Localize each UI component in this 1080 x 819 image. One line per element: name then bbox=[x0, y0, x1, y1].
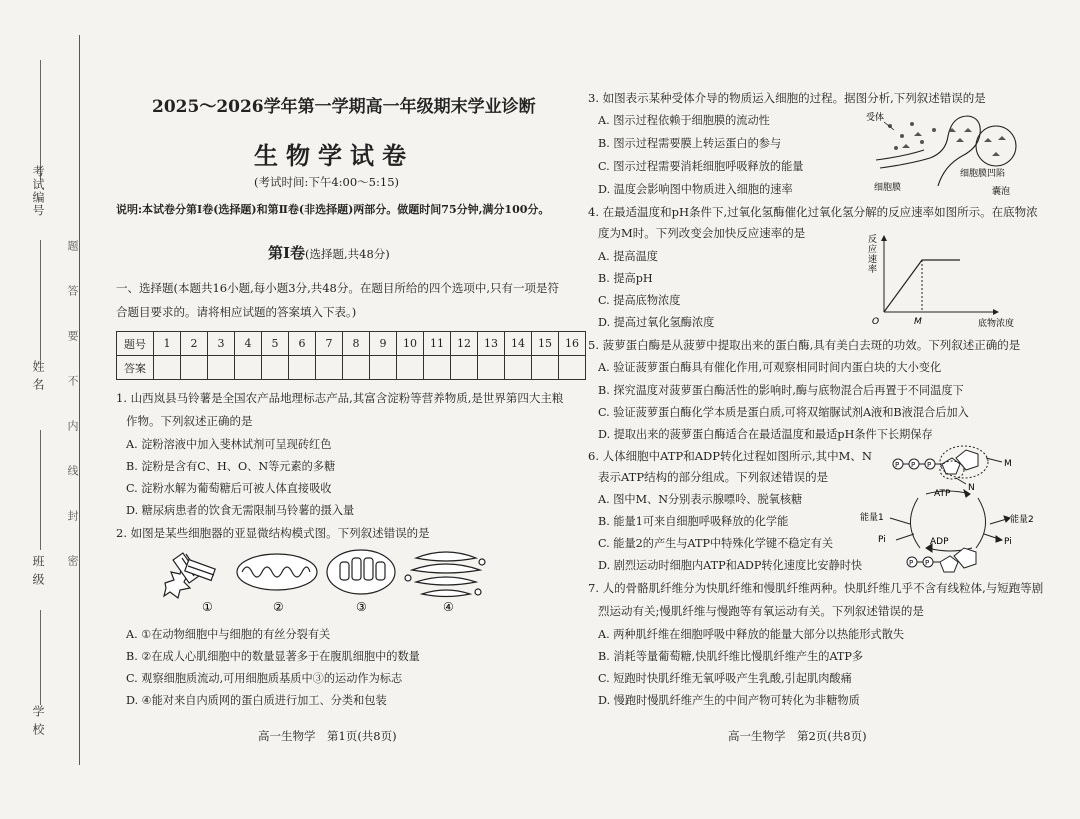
y-axis-arrow bbox=[881, 235, 887, 241]
origin-label: O bbox=[872, 317, 880, 327]
question-number-cell: 10 bbox=[397, 332, 424, 356]
q7-option-b: B. 消耗等量葡萄糖,快肌纤维比慢肌纤维产生的ATP多 bbox=[598, 650, 864, 663]
binding-line bbox=[79, 35, 80, 765]
part1-subtitle: (选择题,共48分) bbox=[305, 247, 390, 261]
question-number-cell: 15 bbox=[532, 332, 559, 356]
part1-instruction-2: 合题目要求的。请将相应试题的答案填入下表。) bbox=[116, 305, 357, 319]
part1-heading bbox=[268, 242, 390, 263]
vesicle-label: 囊泡 bbox=[992, 187, 1011, 196]
q4-stem-2: 度为M时。下列改变会加快反应速率的是 bbox=[598, 226, 806, 240]
answer-cell[interactable] bbox=[262, 356, 289, 380]
q1-stem-2: 作物。下列叙述正确的是 bbox=[126, 414, 253, 428]
organelle-label: ③ bbox=[356, 600, 367, 614]
q1-option-c: C. 淀粉水解为葡萄糖后可被人体直接吸收 bbox=[126, 482, 332, 495]
q4-option-a: A. 提高温度 bbox=[598, 250, 658, 263]
mitochondrion-drawing bbox=[237, 554, 317, 590]
y-axis-label-char: 率 bbox=[868, 265, 878, 275]
q4-option-d: D. 提高过氧化氢酶浓度 bbox=[598, 316, 715, 329]
seal-char: 不 bbox=[66, 375, 79, 386]
q2-stem: 2. 如图是某些细胞器的亚显微结构模式图。下列叙述错误的是 bbox=[116, 526, 430, 540]
question-number-cell: 14 bbox=[505, 332, 532, 356]
q6-stem-2: 表示ATP结构的部分组成。下列叙述错误的是 bbox=[598, 470, 829, 484]
page-footer-left: 高一生物学 第1页(共8页) bbox=[258, 729, 397, 743]
q3-option-d: D. 温度会影响图中物质进入细胞的速率 bbox=[598, 183, 793, 196]
table-row bbox=[117, 356, 586, 380]
q7-stem-2: 烈运动有关;慢肌纤维与慢跑等有氧运动有关。下列叙述错误的是 bbox=[598, 604, 924, 618]
answer-cell[interactable] bbox=[451, 356, 478, 380]
table-row bbox=[117, 332, 586, 356]
question-number-cell: 5 bbox=[262, 332, 289, 356]
q6-option-b: B. 能量1可来自细胞呼吸释放的化学能 bbox=[598, 515, 789, 528]
q5-option-d: D. 提取出来的菠萝蛋白酶适合在最适温度和最适pH条件下长期保存 bbox=[598, 428, 933, 441]
q2-option-a: A. ①在动物细胞中与细胞的有丝分裂有关 bbox=[126, 628, 331, 641]
phosphate-label: P bbox=[895, 461, 900, 469]
atp-adp-figure bbox=[860, 444, 1036, 574]
endocytosis-figure bbox=[860, 108, 1032, 196]
q1-option-d: D. 糖尿病患者的饮食无需限制马铃薯的摄入量 bbox=[126, 504, 355, 517]
question-number-cell: 11 bbox=[424, 332, 451, 356]
q7-stem-1: 7. 人的骨骼肌纤维分为快肌纤维和慢肌纤维两种。快肌纤维几乎不含有线粒体,与短跑等剧 bbox=[588, 581, 1044, 595]
q3-option-b: B. 图示过程需要膜上转运蛋白的参与 bbox=[598, 137, 782, 150]
answer-cell[interactable] bbox=[532, 356, 559, 380]
pi-label-left: Pi bbox=[878, 535, 886, 545]
subject-title: 生物学试卷 bbox=[254, 141, 414, 170]
atp-label: ATP bbox=[934, 489, 951, 499]
m-tick-label: M bbox=[914, 317, 922, 327]
q5-stem: 5. 菠萝蛋白酶是从菠萝中提取出来的蛋白酶,具有美白去斑的功效。下列叙述正确的是 bbox=[588, 338, 1021, 352]
energy1-label: 能量1 bbox=[860, 513, 884, 523]
school-label: 学 校 bbox=[31, 705, 45, 736]
rate-chart bbox=[868, 232, 1028, 330]
phosphate-label: P bbox=[909, 559, 914, 567]
q6-option-d: D. 剧烈运动时细胞内ATP和ADP转化速度比安静时快 bbox=[598, 559, 863, 572]
answer-cell[interactable] bbox=[370, 356, 397, 380]
q2-option-b: B. ②在成人心肌细胞中的数量显著多于在腹肌细胞中的数量 bbox=[126, 650, 420, 663]
answer-table bbox=[116, 331, 586, 380]
q5-option-b: B. 探究温度对菠萝蛋白酶活性的影响时,酶与底物混合后再置于不同温度下 bbox=[598, 384, 964, 397]
answer-cell[interactable] bbox=[424, 356, 451, 380]
membrane-label: 细胞膜 bbox=[874, 183, 902, 193]
pit-label: 细胞膜凹陷 bbox=[960, 169, 1006, 179]
answer-cell[interactable] bbox=[181, 356, 208, 380]
answer-cell[interactable] bbox=[235, 356, 262, 380]
question-number-cell: 13 bbox=[478, 332, 505, 356]
question-number-cell: 9 bbox=[370, 332, 397, 356]
adp-label: ADP bbox=[930, 537, 949, 547]
question-number-cell: 7 bbox=[316, 332, 343, 356]
seal-char: 线 bbox=[66, 465, 79, 476]
chloroplast-drawing bbox=[327, 550, 395, 594]
binding-margin bbox=[0, 0, 86, 819]
x-axis-arrow bbox=[993, 309, 999, 315]
q4-option-c: C. 提高底物浓度 bbox=[598, 294, 681, 307]
organelle-label: ① bbox=[202, 600, 213, 614]
q3-option-c: C. 图示过程需要消耗细胞呼吸释放的能量 bbox=[598, 160, 804, 173]
answer-cell[interactable] bbox=[478, 356, 505, 380]
seal-char: 密 bbox=[66, 555, 79, 566]
energy2-label: 能量2 bbox=[1010, 515, 1034, 525]
golgi-drawing bbox=[405, 552, 485, 597]
question-number-cell: 2 bbox=[181, 332, 208, 356]
pi-label-right: Pi bbox=[1004, 537, 1012, 547]
centriole-drawing bbox=[164, 553, 215, 598]
y-axis-label-char: 速 bbox=[868, 255, 878, 265]
exam-time: (考试时间:下午4:00～5:15) bbox=[254, 175, 399, 189]
y-axis-label-group bbox=[868, 233, 877, 275]
question-number-cell: 16 bbox=[559, 332, 586, 356]
phosphate-label: P bbox=[925, 559, 930, 567]
seal-char: 答 bbox=[66, 285, 79, 296]
q1-stem-1: 1. 山西岚县马铃薯是全国农产品地理标志产品,其富含淀粉等营养物质,是世界第四大主粮 bbox=[116, 391, 564, 405]
question-number-cell: 8 bbox=[343, 332, 370, 356]
receptor-label: 受体 bbox=[866, 113, 885, 123]
q7-option-a: A. 两种肌纤维在细胞呼吸中释放的能量大部分以热能形式散失 bbox=[598, 628, 905, 641]
answer-cell[interactable] bbox=[154, 356, 181, 380]
name-line bbox=[40, 240, 41, 360]
phosphate-label: P bbox=[927, 461, 932, 469]
school-line bbox=[40, 610, 41, 705]
question-number-cell: 12 bbox=[451, 332, 478, 356]
y-axis-label-char: 应 bbox=[868, 245, 878, 255]
q5-option-a: A. 验证菠萝蛋白酶具有催化作用,可观察相同时间内蛋白块的大小变化 bbox=[598, 361, 942, 374]
q7-option-d: D. 慢跑时慢肌纤维产生的中间产物可转化为非糖物质 bbox=[598, 694, 860, 707]
part1-title: 第Ⅰ卷 bbox=[268, 244, 306, 262]
seal-char: 内 bbox=[66, 420, 79, 431]
q7-option-c: C. 短跑时快肌纤维无氧呼吸产生乳酸,引起肌肉酸痛 bbox=[598, 672, 852, 685]
answer-cell[interactable] bbox=[505, 356, 532, 380]
seal-char: 要 bbox=[66, 330, 79, 341]
q1-option-b: B. 淀粉是含有C、H、O、N等元素的多糖 bbox=[126, 460, 336, 473]
answer-cell[interactable] bbox=[208, 356, 235, 380]
n-label: N bbox=[968, 483, 975, 493]
answer-cell[interactable] bbox=[343, 356, 370, 380]
q2-option-d: D. ④能对来自内质网的蛋白质进行加工、分类和包装 bbox=[126, 694, 387, 707]
series-group bbox=[884, 260, 960, 312]
exam-no-line bbox=[40, 60, 41, 180]
q1-option-a: A. 淀粉溶液中加入斐林试剂可呈现砖红色 bbox=[126, 438, 332, 451]
answer-cell[interactable] bbox=[316, 356, 343, 380]
question-number-cell: 4 bbox=[235, 332, 262, 356]
question-number-cell: 6 bbox=[289, 332, 316, 356]
seal-char: 封 bbox=[66, 510, 79, 521]
name-label: 姓 名 bbox=[31, 360, 45, 391]
question-number-cell: 1 bbox=[154, 332, 181, 356]
answer-cell[interactable] bbox=[397, 356, 424, 380]
class-line bbox=[40, 430, 41, 550]
exam-note: 说明:本试卷分第Ⅰ卷(选择题)和第Ⅱ卷(非选择题)两部分。做题时间75分钟,满分100分。 bbox=[116, 203, 550, 216]
seal-char: 题 bbox=[66, 240, 79, 251]
organelle-label: ② bbox=[273, 600, 284, 614]
organelle-label: ④ bbox=[443, 600, 454, 614]
answer-cell[interactable] bbox=[559, 356, 586, 380]
q6-option-c: C. 能量2的产生与ATP中特殊化学键不稳定有关 bbox=[598, 537, 834, 550]
q4-option-b: B. 提高pH bbox=[598, 272, 653, 285]
table-header-cell: 答案 bbox=[117, 356, 154, 380]
part1-instruction-1: 一、选择题(本题共16小题,每小题3分,共48分。在题目所给的四个选项中,只有一项是符 bbox=[116, 281, 560, 295]
x-axis-label: 底物浓度 bbox=[978, 319, 1015, 329]
q2-option-c: C. 观察细胞质流动,可用细胞质基质中③的运动作为标志 bbox=[126, 672, 403, 685]
y-axis-label-char: 反 bbox=[868, 235, 878, 245]
phosphate-label: P bbox=[911, 461, 916, 469]
m-label: M bbox=[1004, 459, 1012, 469]
class-label: 班 级 bbox=[31, 555, 45, 586]
q3-stem: 3. 如图表示某种受体介导的物质运入细胞的过程。据图分析,下列叙述错误的是 bbox=[588, 91, 986, 105]
exam-title: 2025～2026学年第一学期高一年级期末学业诊断 bbox=[152, 97, 536, 117]
page-footer-right: 高一生物学 第2页(共8页) bbox=[728, 729, 867, 743]
answer-cell[interactable] bbox=[289, 356, 316, 380]
q6-stem-1: 6. 人体细胞中ATP和ADP转化过程如图所示,其中M、N bbox=[588, 449, 872, 463]
organelle-figure bbox=[160, 548, 490, 616]
q4-stem-1: 4. 在最适温度和pH条件下,过氧化氢酶催化过氧化氢分解的反应速率如图所示。在底物浓 bbox=[588, 205, 1038, 219]
question-number-cell: 3 bbox=[208, 332, 235, 356]
exam-no-label: 考试编号 bbox=[31, 165, 45, 217]
q3-option-a: A. 图示过程依赖于细胞膜的流动性 bbox=[598, 114, 770, 127]
q6-option-a: A. 图中M、N分别表示腺嘌呤、脱氧核糖 bbox=[598, 493, 803, 506]
q5-option-c: C. 验证菠萝蛋白酶化学本质是蛋白质,可将双缩脲试剂A液和B液混合后加入 bbox=[598, 406, 969, 419]
table-header-cell: 题号 bbox=[117, 332, 154, 356]
